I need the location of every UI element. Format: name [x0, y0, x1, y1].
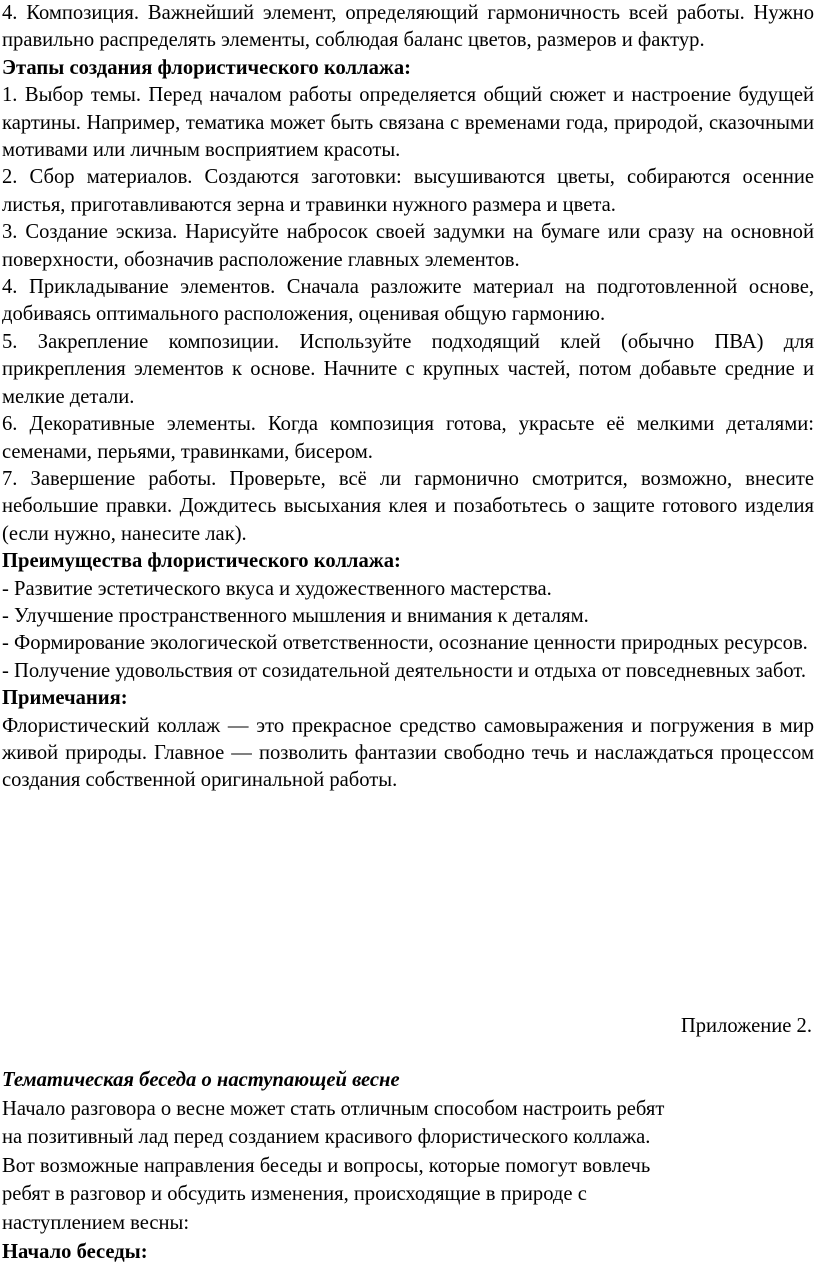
stages-heading: Этапы создания флористического коллажа: [2, 56, 411, 79]
conversation-line: наступлением весны: [2, 1211, 190, 1234]
conversation-line: Начало разговора о весне может стать отличным способом настроить ребят [2, 1097, 665, 1120]
stage-item: 3. Создание эскиза. Нарисуйте набросок своей задумки на бумаге или сразу на основной поверхности, обозначив расположение главных элементов. [2, 221, 814, 271]
composition-paragraph: 4. Композиция. Важнейший элемент, определяющий гармоничность всей работы. Нужно правильно распределять элементы, соблюдая баланс цветов, размеров и фактур. [2, 2, 814, 52]
collage-section [2, 0, 814, 795]
advantages-heading: Преимущества флористического коллажа: [2, 550, 401, 573]
notes-paragraph: Флористический коллаж — это прекрасное средство самовыражения и погружения в мир живой природы. Главное — позволить фантазии свободно течь и наслаждаться процессом создания собственной оригинальной работы. [2, 714, 814, 792]
advantage-item: - Формирование экологической ответственности, осознание ценности природных ресурсов. [2, 632, 808, 655]
conversation-line: Вот возможные направления беседы и вопросы, которые помогут вовлечь [2, 1154, 651, 1177]
advantage-item: - Получение удовольствия от созидательной деятельности и отдыха от повседневных забот. [2, 659, 806, 682]
conversation-line: ребят в разговор и обсудить изменения, происходящие в природе с [2, 1183, 587, 1206]
conversation-title: Тематическая беседа о наступающей весне [2, 1069, 400, 1091]
advantage-item: - Развитие эстетического вкуса и художественного мастерства. [2, 577, 552, 600]
stage-item: 6. Декоративные элементы. Когда композиция готова, украсьте её мелкими деталями: семенами, перьями, травинками, бисером. [2, 413, 814, 463]
notes-heading: Примечания: [2, 687, 128, 710]
stage-item: 7. Завершение работы. Проверьте, всё ли гармонично смотрится, возможно, внесите небольшие правки. Дождитесь высыхания клея и позаботьтесь о защите готового изделия (если нужно, нанесите лак). [2, 467, 814, 545]
start-heading: Начало беседы: [2, 1240, 148, 1263]
conversation-section [2, 1066, 814, 1266]
stage-item: 2. Сбор материалов. Создаются заготовки: высушиваются цветы, собираются осенние листья, приготавливаются зерна и травинки нужного размера и цвета. [2, 166, 814, 216]
stage-item: 4. Прикладывание элементов. Сначала разложите материал на подготовленной основе, добиваясь оптимального расположения, оценивая общую гармонию. [2, 276, 814, 326]
appendix-label: Приложение 2. [680, 1015, 812, 1037]
advantage-item: - Улучшение пространственного мышления и внимания к деталям. [2, 604, 589, 627]
stage-item: 5. Закрепление композиции. Используйте подходящий клей (обычно ПВА) для прикрепления элементов к основе. Начните с крупных частей, потом добавьте средние и мелкие детали. [2, 330, 814, 408]
stage-item: 1. Выбор темы. Перед началом работы определяется общий сюжет и настроение будущей картины. Например, тематика может быть связана с временами года, природой, сказочными мотивами или личным восприятием красоты. [2, 84, 814, 162]
conversation-line: на позитивный лад перед созданием красивого флористического коллажа. [2, 1126, 651, 1149]
